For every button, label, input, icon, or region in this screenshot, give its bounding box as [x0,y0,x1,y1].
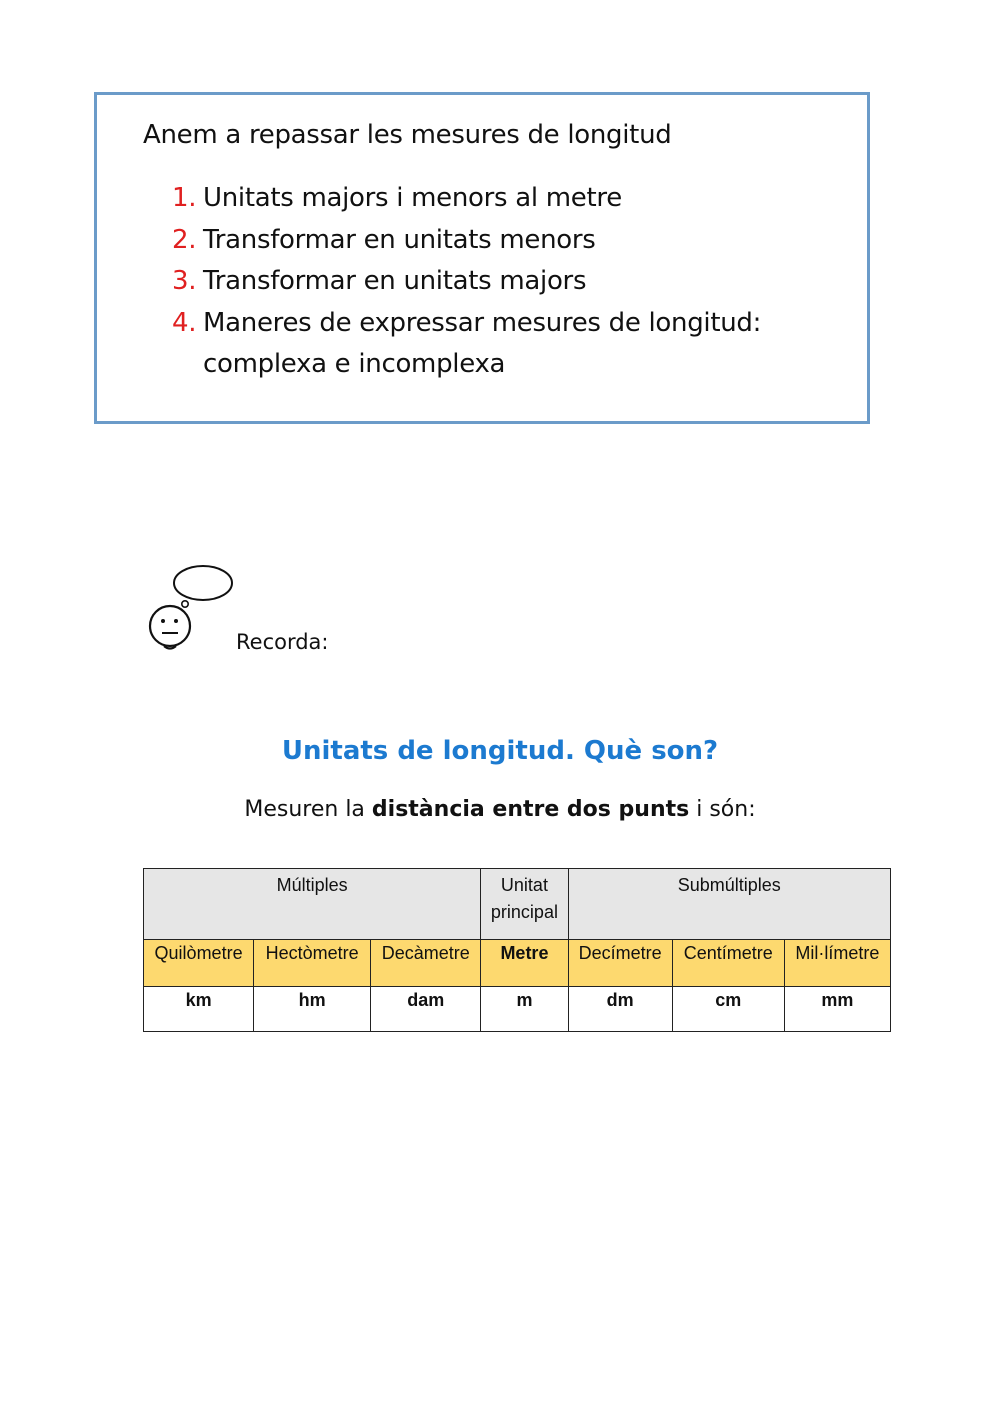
submultiples-header: Submúltiples [568,869,890,940]
principal-unit-header: Unitat principal [481,869,568,940]
list-text: Transformar en unitats majors [203,266,587,296]
reminder-label: Recorda: [236,630,329,654]
unit-name-cell: Decàmetre [371,940,481,987]
list-number: 2. [172,224,197,255]
list-item [172,178,793,220]
unit-abbr-cell: dm [568,987,672,1032]
unit-abbr-cell: mm [784,987,890,1032]
length-units-table [143,868,891,1032]
topic-list [172,178,793,386]
unit-name-cell: Centímetre [672,940,784,987]
table-abbr-row [144,987,891,1032]
list-text: Transformar en unitats menors [203,224,596,255]
list-item [172,220,793,262]
subtitle-text-end: i són: [689,797,756,822]
unit-name-cell: Quilòmetre [144,940,254,987]
unit-name-cell: Hectòmetre [254,940,371,987]
intro-text: Anem a repassar les mesures de longitud [143,120,672,150]
subtitle-text: Mesuren la [244,797,372,822]
list-text: Unitats majors i menors al metre [203,183,622,213]
list-text: Maneres de expressar mesures de longitud: complexa e incomplexa [203,307,762,379]
unit-abbr-cell: m [481,987,568,1032]
unit-abbr-cell: hm [254,987,371,1032]
table-group-row [144,869,891,940]
section-heading: Unitats de longitud. Què son? [281,736,719,766]
unit-name-cell: Decímetre [568,940,672,987]
section-subtitle [0,797,1000,822]
list-number: 1. [172,183,197,213]
unit-abbr-cell: cm [672,987,784,1032]
list-number: 3. [172,266,197,296]
unit-abbr-cell: dam [371,987,481,1032]
list-item [172,261,793,303]
subtitle-emphasis: distància entre dos punts [371,797,690,822]
unit-name-cell: Mil·límetre [784,940,890,987]
unit-abbr-cell: km [144,987,254,1032]
table-names-row [144,940,891,987]
unit-name-cell: Metre [481,940,568,987]
thinking-face-icon [144,562,240,654]
multiples-header: Múltiples [144,869,481,940]
list-item [172,303,793,386]
list-number: 4. [172,307,197,338]
